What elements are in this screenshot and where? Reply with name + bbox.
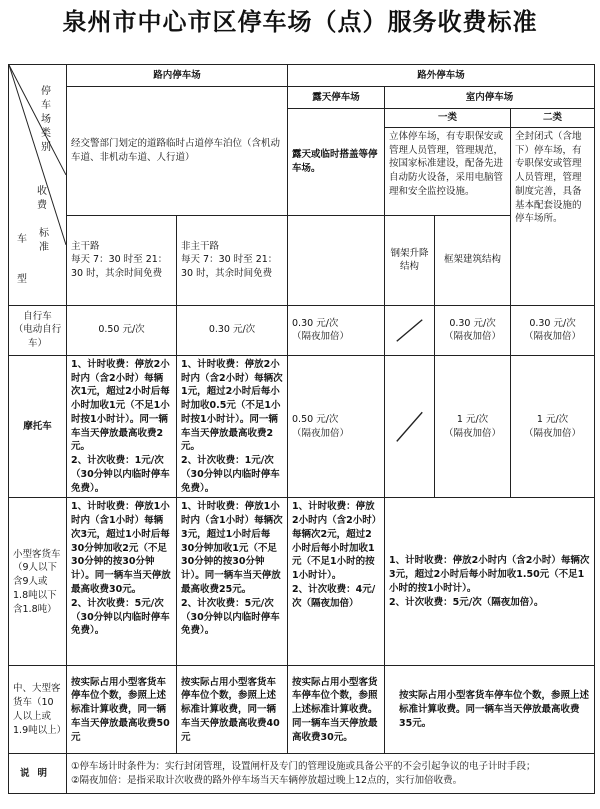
fee-cell: 1 元/次 （隔夜加倍） [511, 355, 595, 498]
fee-cell: 1 元/次 （隔夜加倍） [435, 355, 511, 498]
not-applicable-slash [385, 355, 435, 498]
header-indoor: 室内停车场 [385, 87, 595, 109]
main-road-header: 主干路 每天 7：30 时至 21：30 时，其余时间免费 [67, 215, 177, 305]
fee-cell: 按实际占用小型客货车停车位个数，参照上述标准计算收费，同一辆车当天停放最高收费40元 [177, 666, 288, 754]
note-line-2: ②隔夜加倍：是指采取计次收费的路外停车场当天车辆停放超过晚上12点的，实行加倍收费。 [71, 774, 463, 786]
table-row [9, 666, 595, 754]
fee-cell: 0.30 元/次 （隔夜加倍） [435, 305, 511, 355]
fee-cell: 1、计时收费：停放2小时内（含2小时）每辆次2元，超过2小时后每小时加收1元（不足1小时的按1小时计）。 2、计次收费：4元/次（隔夜加倍） [288, 498, 385, 666]
steel-lift-header: 钢架升降结构 [385, 215, 435, 305]
fee-cell: 1、计时收费：停放1小时内（含1小时）每辆次3元，超过1小时后每30分钟加收2元（不足30分钟的按30分钟计）。同一辆车当天停放最高收费30元。 2、计次收费：5元/次（30分钟以内临时停车免费）。 [67, 498, 177, 666]
vehicle-type-motorcycle: 摩托车 [9, 355, 67, 498]
header-corner-cell [9, 65, 67, 306]
class-2-description: 全封闭式（含地下）停车场，有专职保安或管理人员管理，管理制度完善，具备基本配套设施的停车场所。 [511, 127, 595, 305]
fee-cell: 按实际占用小型客货车停车位个数，参照上述标准计算收费，同一辆车当天停放最高收费50元 [67, 666, 177, 754]
table-row [9, 355, 595, 498]
fee-cell: 1、计时收费：停放2小时内（含2小时）每辆次1元，超过2小时后每小时加收1元（不足1小时按1小时计）。同一辆车当天停放最高收费2元。 2、计次收费：1元/次（30分钟以内临时停车免费）。 [67, 355, 177, 498]
header-offstreet: 路外停车场 [288, 65, 595, 87]
fee-cell: 0.30 元/次 （隔夜加倍） [511, 305, 595, 355]
notes-content [67, 754, 595, 794]
header-onstreet: 路内停车场 [67, 65, 288, 87]
onstreet-description: 经交警部门划定的道路临时占道停车泊位（含机动车道、非机动车道、人行道） [67, 87, 288, 216]
vehicle-type-large: 中、大型客货车（10人以上或1.9吨以上） [9, 666, 67, 754]
fee-cell: 0.30 元/次 [177, 305, 288, 355]
fee-table [8, 64, 595, 794]
note-line-1: ①停车场计时条件为：实行封闭管理，设置闸杆及专门的管理设施或具备公平的不会引起争议的电子计时手段； [71, 761, 536, 773]
corner-label-fee: 收 费 [37, 186, 47, 211]
corner-label-parking-category: 停 车 场 类 别 [41, 86, 51, 153]
corner-label-standard: 标 准 [39, 228, 49, 253]
not-applicable-slash [385, 305, 435, 355]
header-class-2: 二类 [511, 109, 595, 128]
fee-cell: 按实际占用小型客货车停车位个数，参照上述标准计算收费。同一辆车当天停放最高收费35元。 [385, 666, 595, 754]
notes-label: 说明 [9, 754, 67, 794]
document-title: 泉州市中心市区停车场（点）服务收费标准 [62, 8, 538, 36]
frame-building-header: 框架建筑结构 [435, 215, 511, 305]
class-1-description: 立体停车场，有专职保安或管理人员管理，管理规范，按国家标准建设，配备先进自动防火设备，采用电脑管理和安全监控设施。 [385, 127, 511, 215]
vehicle-type-bicycle: 自行车 （电动自行车） [9, 305, 67, 355]
fee-cell: 0.50 元/次 （隔夜加倍） [288, 355, 385, 498]
open-air-description: 露天或临时搭盖等停车场。 [288, 109, 385, 216]
fee-cell: 按实际占用小型客货车停车位个数，参照上述标准计算收费。同一辆车当天停放最高收费30元。 [288, 666, 385, 754]
open-air-subheader-empty [288, 215, 385, 305]
fee-cell: 0.30 元/次 （隔夜加倍） [288, 305, 385, 355]
fee-cell: 1、计时收费：停放2小时内（含2小时）每辆次1元，超过2小时后每小时加收0.5元（不足1小时按1小时计）。同一辆车当天停放最高收费2元。 2、计次收费：1元/次（30分钟以内临时停车免费）。 [177, 355, 288, 498]
table-row [9, 498, 595, 666]
fee-cell: 1、计时收费：停放2小时内（含2小时）每辆次3元，超过2小时后每小时加收1.50元（不足1小时的按1小时计）。 2、计次收费：5元/次（隔夜加倍）。 [385, 498, 595, 666]
fee-cell: 0.50 元/次 [67, 305, 177, 355]
header-class-1: 一类 [385, 109, 511, 128]
vehicle-type-small: 小型客货车（9人以下含9人或1.8吨以下含1.8吨） [9, 498, 67, 666]
corner-label-vehicle-type: 车 型 [17, 234, 27, 285]
fee-cell: 1、计时收费：停放1小时内（含1小时）每辆次3元，超过1小时后每30分钟加收1元（不足30分钟的按30分钟计）。同一辆车当天停放最高收费25元。 2、计次收费：5元/次（30分钟以内临时停车免费）。 [177, 498, 288, 666]
nonmain-road-header: 非主干路 每天 7：30 时至 21：30 时，其余时间免费 [177, 215, 288, 305]
header-open-air: 露天停车场 [288, 87, 385, 109]
table-row [9, 305, 595, 355]
